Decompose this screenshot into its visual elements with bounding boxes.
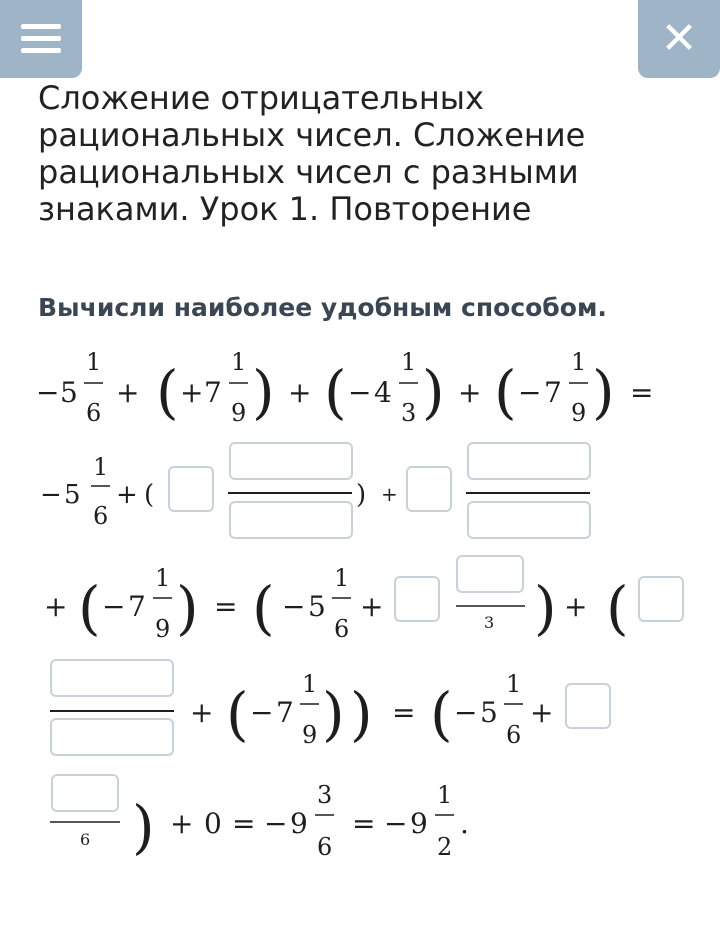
plus-sign: + xyxy=(44,590,68,623)
numerator: 1 xyxy=(506,670,522,698)
plus-sign: + xyxy=(458,376,482,409)
whole-part: 9 xyxy=(410,807,428,840)
minus-sign: − xyxy=(384,807,408,840)
left-paren: ( xyxy=(252,574,275,642)
equals-sign: = xyxy=(392,696,416,729)
equals-sign: = xyxy=(352,807,376,840)
equals-sign: = xyxy=(232,807,256,840)
denominator: 9 xyxy=(231,399,247,427)
whole-part: 9 xyxy=(290,807,308,840)
plus-sign: + xyxy=(170,807,194,840)
denominator: 9 xyxy=(302,721,318,749)
numerator: 1 xyxy=(86,348,102,376)
whole-part: 4 xyxy=(374,376,392,409)
equals-sign: = xyxy=(630,376,654,409)
right-paren: ) xyxy=(534,574,557,642)
whole-part: 5 xyxy=(480,696,498,729)
right-paren: ) xyxy=(592,358,615,426)
period: . xyxy=(460,807,469,840)
numerator: 1 xyxy=(155,564,171,592)
left-paren: ( xyxy=(430,680,453,748)
plus-sign: + xyxy=(180,376,204,409)
numerator: 3 xyxy=(317,781,333,809)
plus-sign: + xyxy=(288,376,312,409)
denominator: 2 xyxy=(437,833,453,861)
whole-part: 5 xyxy=(308,590,326,623)
minus-sign: − xyxy=(264,807,288,840)
minus-sign: − xyxy=(102,590,126,623)
answer-input-2[interactable] xyxy=(229,442,353,480)
whole-part: 7 xyxy=(276,696,294,729)
plus-sign: + xyxy=(116,480,138,510)
numerator: 1 xyxy=(334,564,350,592)
right-paren: ) xyxy=(422,358,445,426)
answer-input-6[interactable] xyxy=(467,501,591,539)
task-instruction: Вычисли наиболее удобным способом. xyxy=(38,293,607,322)
right-paren: ) xyxy=(252,358,275,426)
denominator: 6 xyxy=(93,502,109,530)
denominator: 9 xyxy=(571,399,587,427)
left-paren: ( xyxy=(78,574,101,642)
denominator: 6 xyxy=(506,721,522,749)
result-zero: 0 xyxy=(204,807,222,840)
denominator: 3 xyxy=(484,613,495,632)
whole-part: 5 xyxy=(64,480,81,510)
right-paren: ) xyxy=(132,793,155,861)
denominator: 6 xyxy=(334,615,350,643)
right-paren: ) xyxy=(356,480,367,510)
left-paren: ( xyxy=(494,358,517,426)
minus-sign: − xyxy=(250,696,274,729)
plus-sign: + xyxy=(564,590,588,623)
right-paren: ) xyxy=(350,680,373,748)
left-paren: ( xyxy=(324,358,347,426)
denominator: 9 xyxy=(155,615,171,643)
answer-input-11[interactable] xyxy=(50,718,174,756)
whole-part: 7 xyxy=(204,376,222,409)
whole-part: 7 xyxy=(544,376,562,409)
minus-sign: − xyxy=(348,376,372,409)
plus-sign: + xyxy=(190,696,214,729)
right-paren: ) xyxy=(322,680,345,748)
numerator: 1 xyxy=(231,348,247,376)
answer-input-4[interactable] xyxy=(406,466,452,512)
whole-part: 7 xyxy=(128,590,146,623)
minus-sign: − xyxy=(36,376,60,409)
answer-input-7[interactable] xyxy=(394,576,440,622)
lesson-title: Сложение отрицательных рациональных чисел. Сложение рациональных чисел с разными знаками. Урок 1. Повторение xyxy=(38,79,586,228)
equals-sign: = xyxy=(214,590,238,623)
denominator: 6 xyxy=(317,833,333,861)
answer-input-12[interactable] xyxy=(565,683,611,729)
numerator: 1 xyxy=(571,348,587,376)
answer-input-1[interactable] xyxy=(168,466,214,512)
left-paren: ( xyxy=(156,358,179,426)
answer-input-9[interactable] xyxy=(638,576,684,622)
numerator: 1 xyxy=(93,453,109,481)
whole-part: 5 xyxy=(60,376,78,409)
plus-sign: + xyxy=(360,590,384,623)
minus-sign: − xyxy=(454,696,478,729)
denominator: 3 xyxy=(401,399,417,427)
close-icon: ✕ xyxy=(660,13,698,64)
right-paren: ) xyxy=(176,574,199,642)
answer-input-3[interactable] xyxy=(229,501,353,539)
answer-input-10[interactable] xyxy=(50,659,174,697)
minus-sign: − xyxy=(40,480,62,510)
minus-sign: − xyxy=(282,590,306,623)
plus-sign: + xyxy=(381,482,398,506)
numerator: 1 xyxy=(437,781,453,809)
answer-input-8[interactable] xyxy=(456,555,524,593)
minus-sign: − xyxy=(518,376,542,409)
left-paren: ( xyxy=(226,680,249,748)
numerator: 1 xyxy=(401,348,417,376)
denominator: 6 xyxy=(86,399,102,427)
denominator: 6 xyxy=(80,830,91,849)
numerator: 1 xyxy=(302,670,318,698)
expression-line-1 xyxy=(36,348,653,427)
plus-sign: + xyxy=(530,696,554,729)
expression-line-3 xyxy=(44,564,629,643)
answer-input-13[interactable] xyxy=(51,774,119,812)
left-paren: ( xyxy=(144,480,155,510)
left-paren: ( xyxy=(606,574,629,642)
plus-sign: + xyxy=(116,376,140,409)
answer-input-5[interactable] xyxy=(467,442,591,480)
